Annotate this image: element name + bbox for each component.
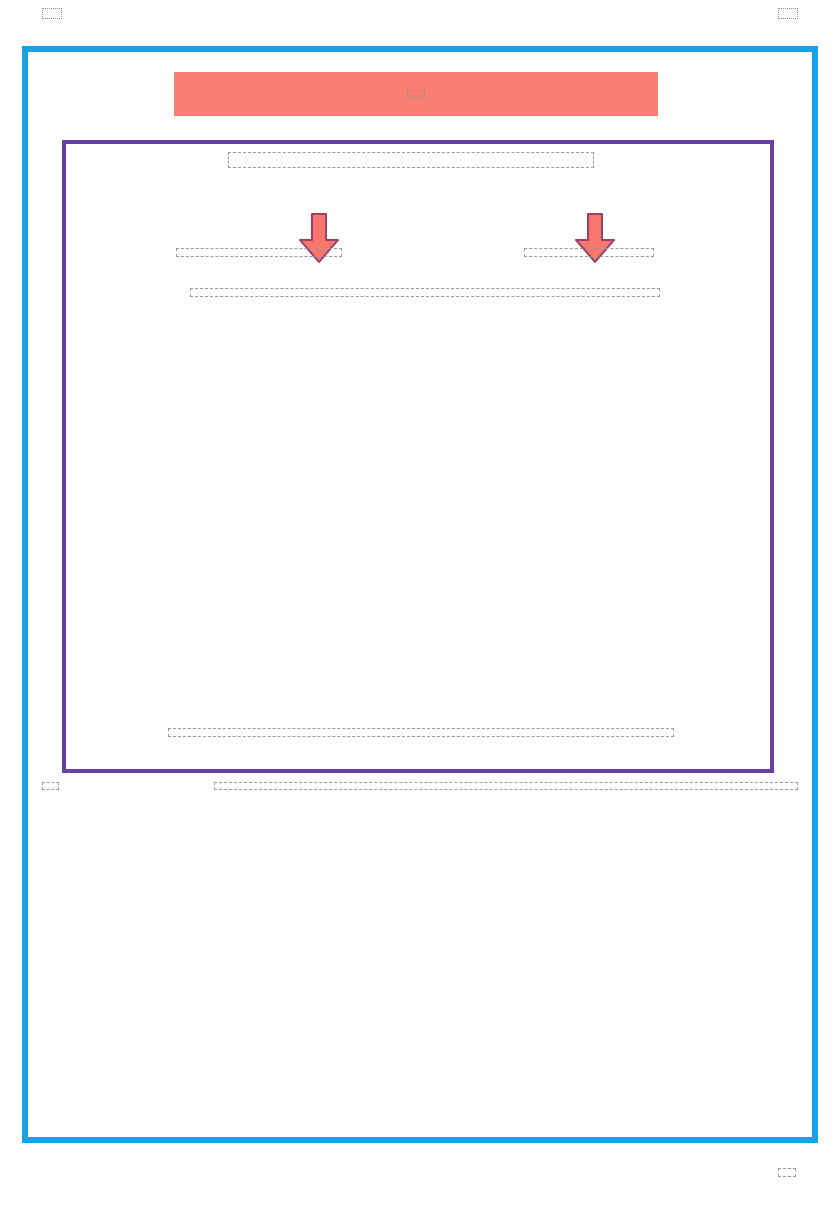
grade-label [778,8,798,19]
double-negative-block [228,152,594,168]
caption-first-nie [176,248,342,257]
caption-last-nie [524,248,654,257]
exercise-instruction [214,782,798,790]
page-header [0,0,840,46]
worksheet-title [407,90,425,98]
exercise-header-row [42,782,798,808]
words-change-heading [190,288,660,297]
see-all-note [168,728,674,737]
exercise-label [42,782,59,790]
page-footer [0,1152,840,1192]
word-change-table [68,315,662,705]
page-number [778,1168,796,1177]
worksheet-title-banner [174,72,658,116]
subject-label [42,8,62,19]
